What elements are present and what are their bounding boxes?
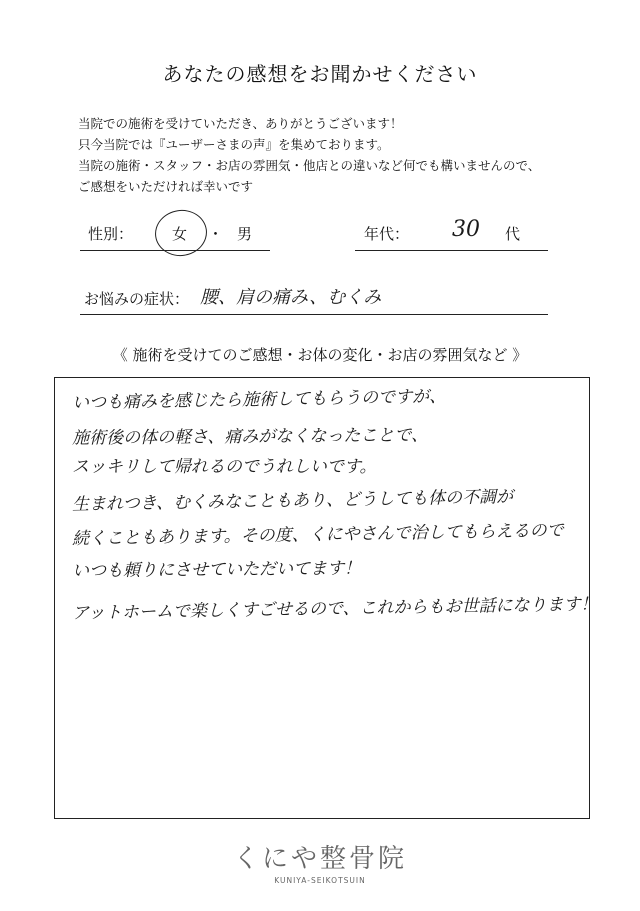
feedback-line: スッキリして帰れるのでうれしいです。 [72, 457, 377, 477]
feedback-line: いつも頼りにさせていただいてます！ [71, 558, 362, 582]
age-underline [355, 250, 548, 251]
clinic-logo-subtitle: KUNIYA-SEIKOTSUIN [274, 876, 366, 885]
feedback-line: 続くこともあります。その度、くにやさんで治してもらえるので [71, 520, 564, 550]
symptom-value[interactable]: 腰、肩の痛み、むくみ [200, 287, 382, 308]
feedback-line: 生まれつき、むくみなこともあり、どうしても体の不調が [71, 487, 514, 515]
gender-male-option[interactable]: 男 [237, 225, 253, 243]
intro-line: ご感想をいただければ幸いです [78, 179, 254, 194]
intro-line: 当院の施術・スタッフ・お店の雰囲気・他店との違いなど何でも構いませんので、 [78, 158, 541, 173]
form-title: あなたの感想をお聞かせください [162, 62, 478, 86]
age-suffix: 代 [505, 225, 521, 243]
intro-line: 当院での施術を受けていただき、ありがとうございます！ [78, 116, 403, 131]
gender-label: 性別： [88, 225, 134, 243]
age-label: 年代： [364, 225, 410, 243]
feedback-line: いつも痛みを感じたら施術してもらうのですが、 [71, 386, 447, 414]
intro-line: 只今当院では『ユーザーさまの声』を集めております。 [78, 137, 390, 152]
intro-text [78, 113, 540, 197]
gender-underline [80, 250, 270, 251]
symptom-underline [80, 314, 548, 315]
gender-separator: ・ [208, 225, 224, 243]
clinic-logo: くにや整骨院 [232, 844, 407, 874]
gender-female-option[interactable]: 女 [172, 225, 188, 243]
symptom-label: お悩みの症状： [84, 290, 190, 308]
age-value[interactable]: 30 [452, 217, 480, 242]
feedback-line: アットホームで楽しくすごせるので、これからもお世話になります！ [71, 594, 598, 624]
section-heading: 《 施術を受けてのご感想・お体の変化・お店の雰囲気など 》 [112, 346, 528, 364]
feedback-line: 施術後の体の軽さ、痛みがなくなったことで、 [71, 425, 429, 449]
